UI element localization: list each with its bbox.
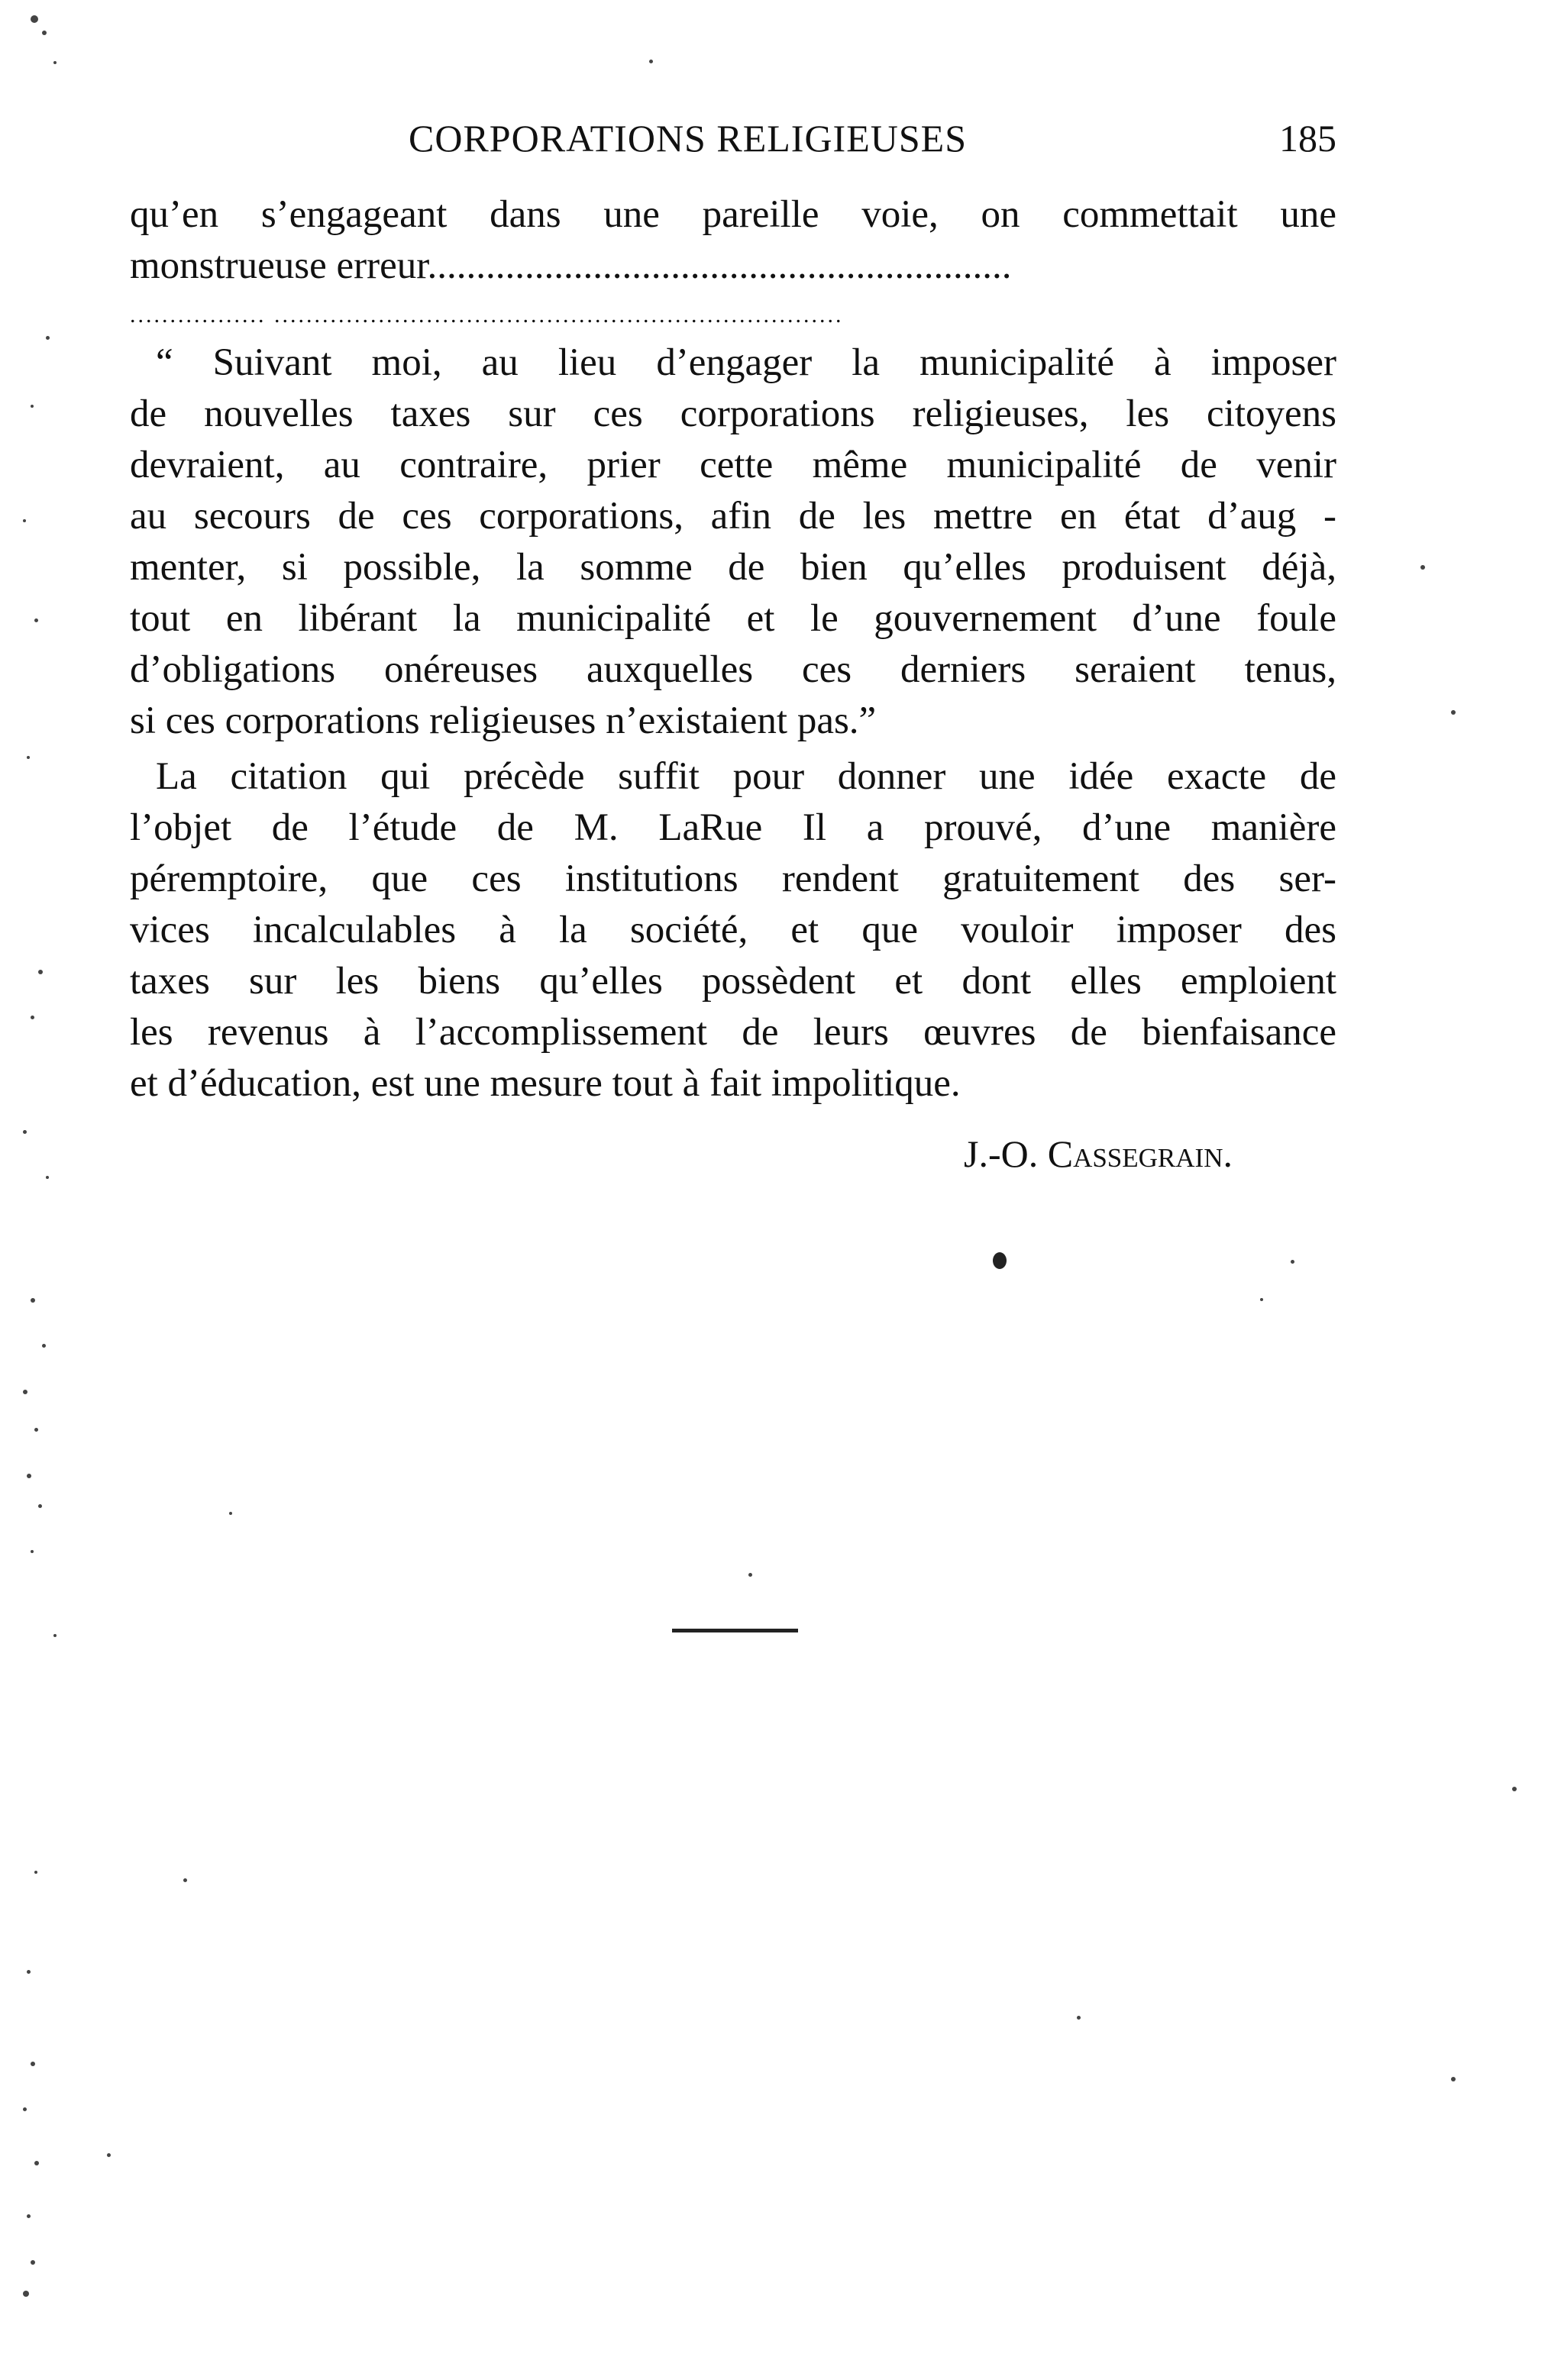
- section-rule: [672, 1629, 798, 1632]
- scan-speck: [1291, 1260, 1294, 1264]
- scan-speck: [31, 1016, 34, 1019]
- scan-speck: [31, 405, 34, 408]
- scan-speck: [38, 1504, 42, 1508]
- scan-speck: [34, 1428, 38, 1432]
- text-line-ellipsis: monstrueuse erreur............................................................: [130, 244, 1012, 287]
- text-line: menter, si possible, la somme de bien qu’elles produisent déjà,: [130, 546, 1336, 589]
- scan-speck: [34, 618, 38, 622]
- ornament-dot: [993, 1252, 1007, 1269]
- text-line: d’obligations onéreuses auxquelles ces derniers seraient tenus,: [130, 648, 1336, 691]
- scan-speck: [1512, 1787, 1517, 1791]
- scan-speck: [27, 2214, 31, 2218]
- text-line: La citation qui précède suffit pour donner une idée exacte de: [156, 755, 1336, 798]
- scan-speck: [42, 31, 47, 35]
- scan-speck: [34, 1871, 37, 1874]
- scan-speck: [42, 1344, 46, 1348]
- scan-speck: [748, 1573, 752, 1577]
- scan-speck: [31, 1550, 34, 1553]
- scan-speck: [1451, 2077, 1456, 2081]
- scan-speck: [31, 15, 38, 23]
- scan-speck: [38, 970, 43, 974]
- scan-speck: [31, 2260, 35, 2265]
- scan-speck: [27, 756, 30, 759]
- text-line: “ Suivant moi, au lieu d’engager la municipalité à imposer: [156, 341, 1336, 384]
- page-number: 185: [1279, 117, 1336, 160]
- scan-speck: [31, 2062, 35, 2066]
- text-line: si ces corporations religieuses n’existaient pas.”: [130, 699, 877, 742]
- scan-speck: [27, 1970, 31, 1974]
- text-line: de nouvelles taxes sur ces corporations religieuses, les citoyens: [130, 392, 1336, 435]
- text-line: tout en libérant la municipalité et le gouvernement d’une foule: [130, 597, 1336, 640]
- text-line: et d’éducation, est une mesure tout à fait impolitique.: [130, 1062, 961, 1105]
- signature-name: Cassegrain.: [1047, 1132, 1233, 1175]
- text-line: l’objet de l’étude de M. LaRue Il a prouvé, d’une manière: [130, 806, 1336, 849]
- scan-speck: [23, 1130, 27, 1134]
- scan-speck: [53, 1634, 57, 1637]
- scan-speck: [34, 2161, 39, 2165]
- text-line: vices incalculables à la société, et que vouloir imposer des: [130, 909, 1336, 951]
- scan-speck: [1420, 565, 1425, 570]
- scan-speck: [46, 336, 50, 340]
- scan-speck: [1077, 2016, 1081, 2020]
- signature: [964, 1127, 1233, 1180]
- body-text: [130, 189, 1336, 1109]
- scan-speck: [23, 1390, 27, 1394]
- scan-speck: [107, 2153, 111, 2157]
- scan-speck: [23, 2291, 29, 2297]
- scan-speck: [183, 1878, 187, 1882]
- text-line: péremptoire, que ces institutions rendent gratuitement des ser-: [130, 857, 1336, 900]
- scan-speck: [46, 1176, 49, 1179]
- running-title: CORPORATIONS RELIGIEUSES: [409, 117, 968, 160]
- scan-speck: [53, 61, 57, 64]
- scan-speck: [1260, 1298, 1263, 1301]
- scan-speck: [1451, 710, 1456, 715]
- scan-speck: [31, 1298, 35, 1303]
- scan-speck: [649, 60, 653, 63]
- scan-speck: [27, 1474, 31, 1478]
- text-line: taxes sur les biens qu’elles possèdent et dont elles emploient: [130, 960, 1336, 1003]
- scan-speck: [23, 2107, 27, 2111]
- text-line: devraient, au contraire, prier cette même municipalité de venir: [130, 444, 1336, 486]
- text-line: les revenus à l’accomplissement de leurs œuvres de bienfaisance: [130, 1011, 1336, 1054]
- ellipsis-row: ................. .......................................................................: [130, 302, 844, 328]
- scan-speck: [229, 1512, 232, 1515]
- scan-speck: [23, 519, 26, 522]
- margin-specks: [8, 0, 76, 2380]
- signature-initials: J.-O.: [964, 1132, 1048, 1175]
- text-line: au secours de ces corporations, afin de les mettre en état d’aug -: [130, 495, 1336, 538]
- running-head: [130, 111, 1336, 165]
- text-line: qu’en s’engageant dans une pareille voie, on commettait une: [130, 193, 1336, 236]
